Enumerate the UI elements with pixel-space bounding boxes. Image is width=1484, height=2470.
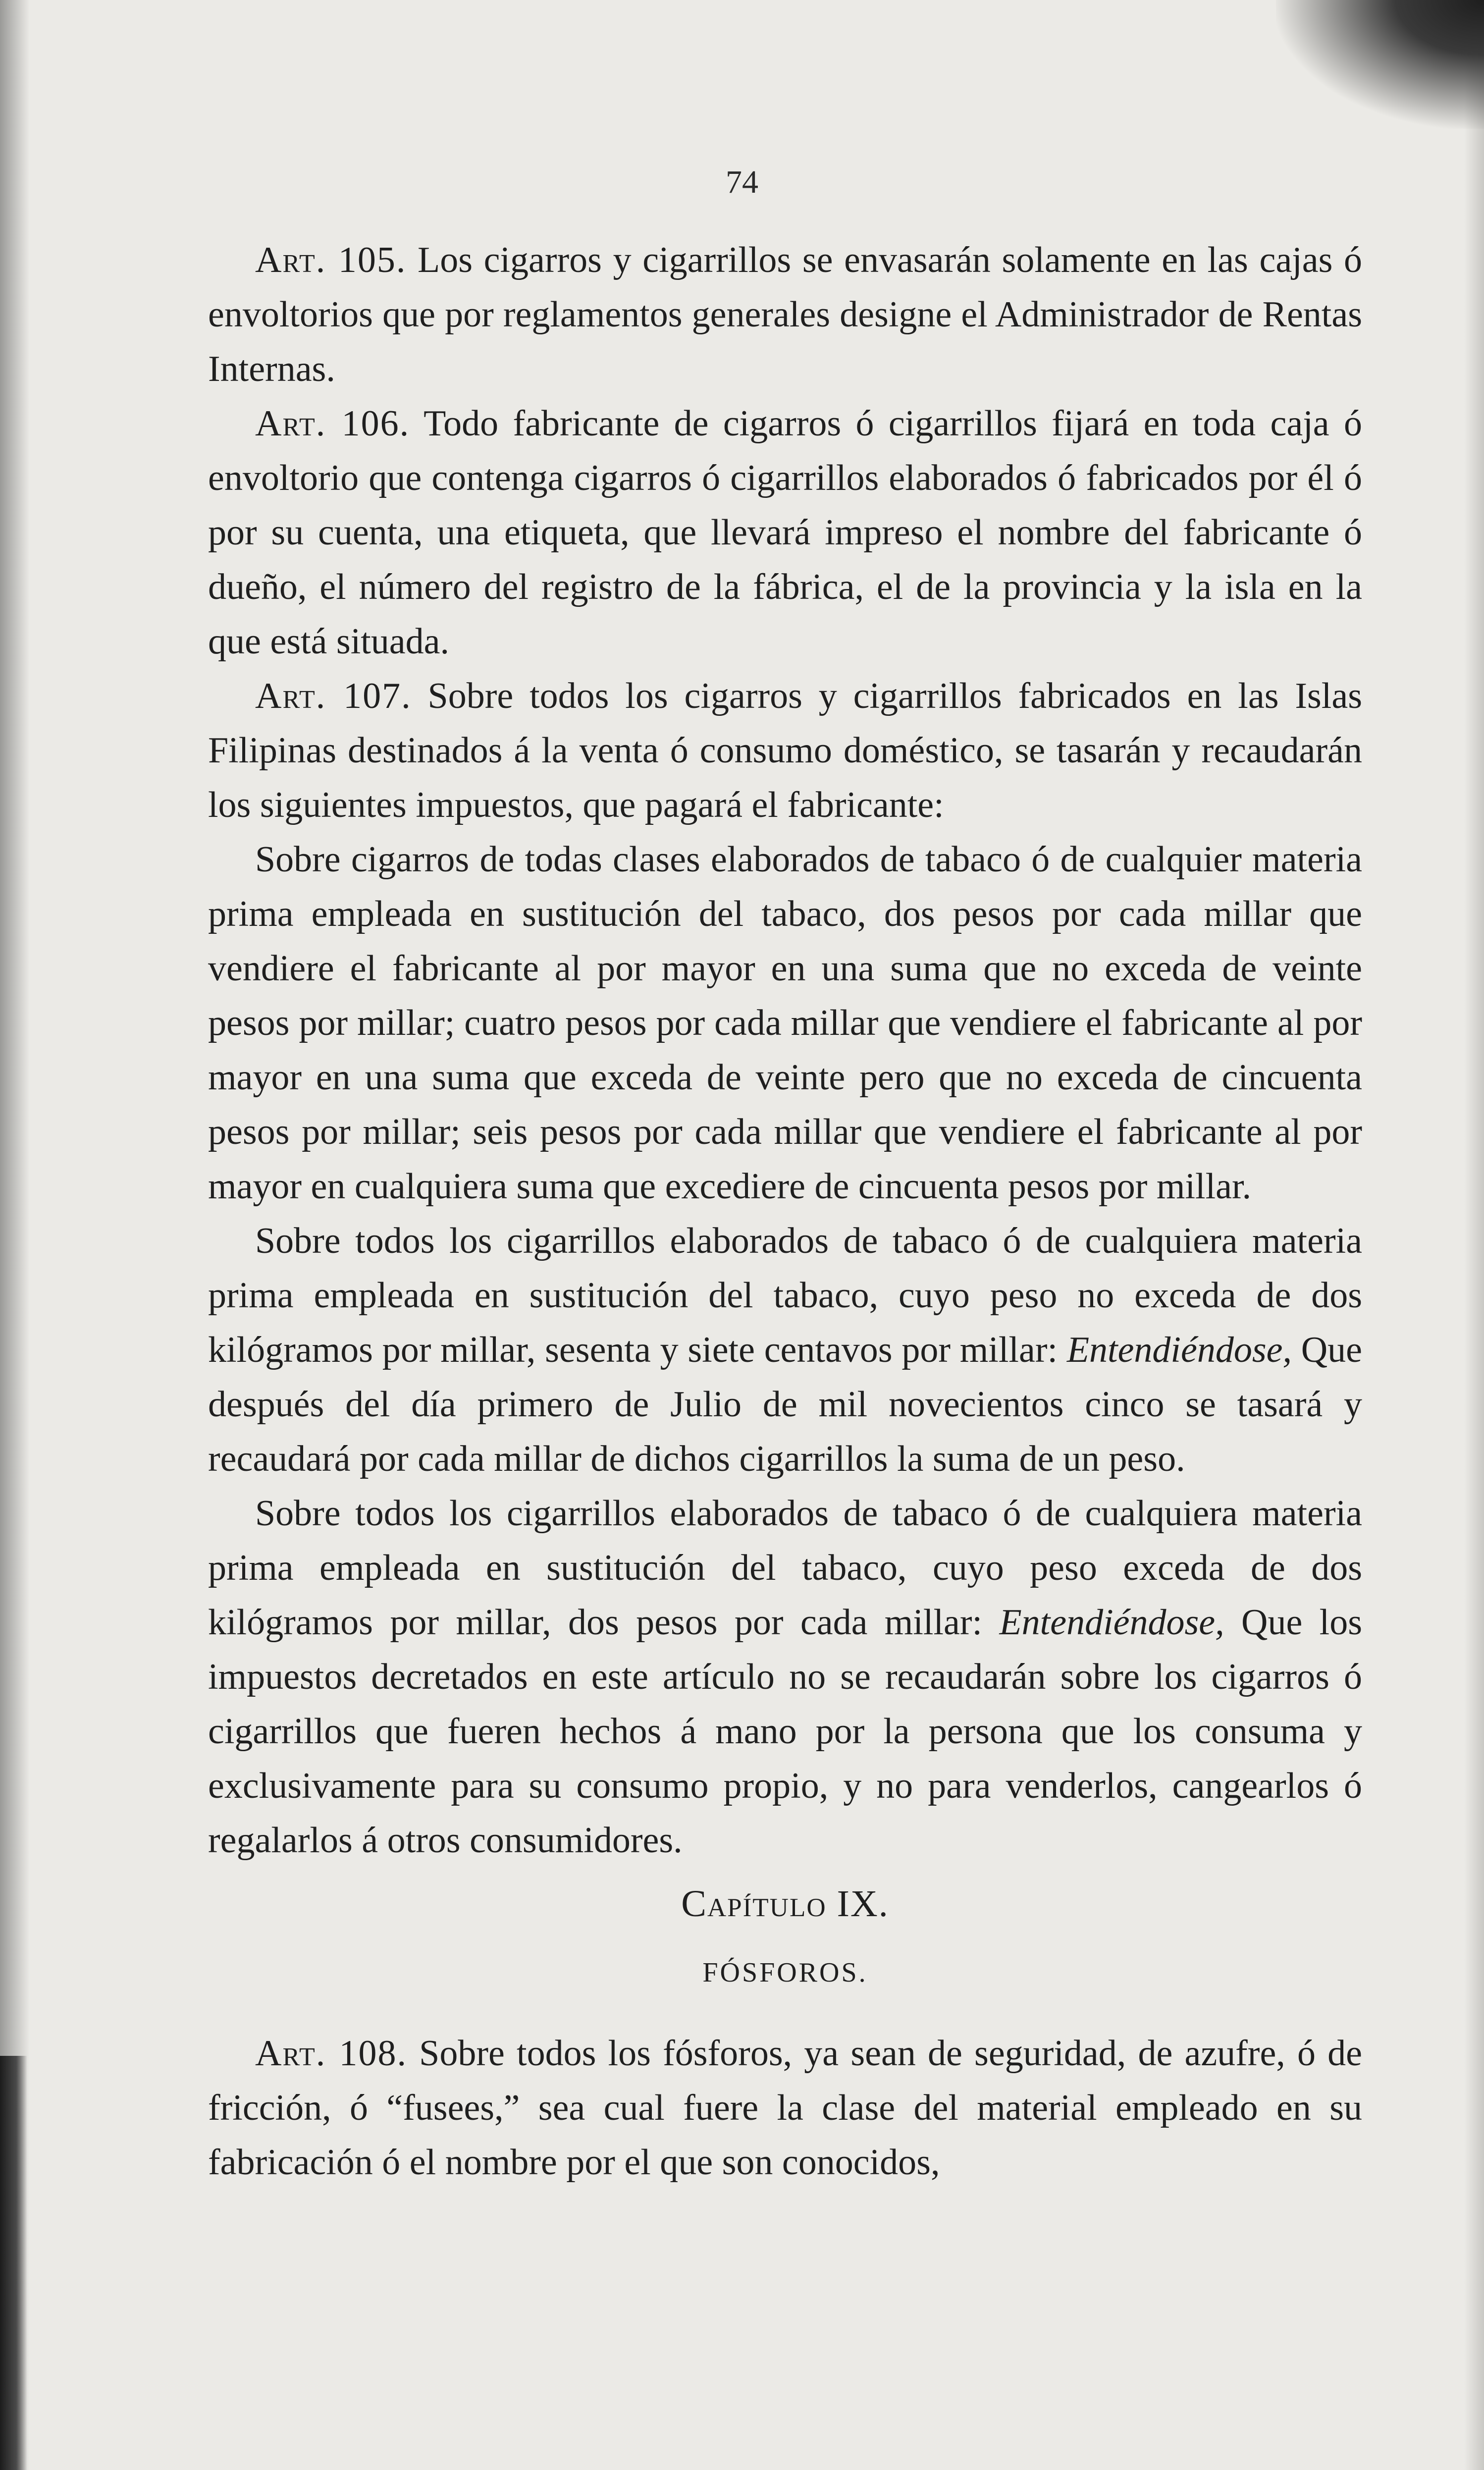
article-label: Art. 106. [255,403,410,444]
emphasis-entendiendose: Entendiéndose, [1066,1330,1292,1370]
emphasis-entendiendose: Entendiéndose, [999,1602,1224,1643]
article-label: Art. 105. [255,240,407,280]
paragraph-cigarros-tax [208,832,1362,1214]
paragraph-text: Que después del día primero de Julio de mil novecientos cinco se tasará y recaudará por cada millar de dichos cigarrillos la suma de un peso. [208,1330,1363,1479]
chapter-title: Capítulo IX. [681,1883,889,1925]
paragraph-art-107 [208,669,1362,832]
paragraph-art-108 [208,2026,1362,2190]
section-title: FÓSFOROS. [702,1957,868,1988]
paragraph-cigarrillos-heavy-tax [208,1486,1362,1868]
page-number: 74 [726,164,758,200]
article-text [208,233,1362,1868]
scan-shadow-right [1464,0,1484,2470]
paragraph-text: Sobre cigarros de todas clases elaborados de tabaco ó de cualquier materia prima empleada en sustitución del tabaco, dos pesos por cada millar que vendiere el fabricante al por mayor en una suma que no exceda de veinte pesos por millar; cuatro pesos por cada millar que vendiere el fabricante al por mayor en una suma que exceda de veinte pero que no exceda de cincuenta pesos por millar; seis pesos por cada millar que vendiere el fabricante al por mayor en cualquiera suma que excediere de cincuenta pesos por millar. [208,839,1362,1207]
paragraph-text: Sobre todos los cigarrillos elaborados de tabaco ó de cualquiera materia prima empleada en sustitución del tabaco, cuyo peso no exceda de dos kilógramos por millar, sesenta y siete centavos por millar: [208,1221,1362,1370]
article-label: Art. 107. [255,676,412,716]
article-label: Art. 108. [255,2033,407,2074]
article-text-2 [208,2026,1362,2190]
scan-shadow-left-bottom [0,2056,27,2470]
paragraph-text: Los cigarros y cigarrillos se envasarán solamente en las cajas ó envoltorios que por reglamentos generales designe el Administrador de Rentas Internas. [208,240,1362,389]
paragraph-text: Sobre todos los cigarrillos elaborados de tabaco ó de cualquiera materia prima empleada en sustitución del tabaco, cuyo peso exceda de dos kilógramos por millar, dos pesos por cada millar: [208,1493,1362,1643]
paragraph-art-105 [208,233,1362,396]
paragraph-text: Sobre todos los fósforos, ya sean de seguridad, de azufre, ó de fricción, ó “fusees,” sea cual fuere la clase del material empleado en su fabricación ó el nombre por el que son conocidos, [208,2033,1363,2183]
scan-shadow-corner [1276,0,1484,129]
paragraph-cigarrillos-light-tax [208,1214,1362,1486]
paragraph-text: Todo fabricante de cigarros ó cigarrillos fijará en toda caja ó envoltorio que contenga cigarros ó cigarrillos elaborados ó fabricados por él ó por su cuenta, una etiqueta, que llevará impreso el nombre del fabricante ó dueño, el número del registro de la fábrica, el de la provincia y la isla en la que está situada. [208,403,1362,662]
paragraph-art-106 [208,396,1362,669]
paragraph-text: Sobre todos los cigarros y cigarrillos fabricados en las Islas Filipinas destinados á la venta ó consumo doméstico, se tasarán y recaudarán los siguientes impuestos, que pagará el fabricante: [208,676,1363,825]
paragraph-text: Que los impuestos decretados en este artículo no se recaudarán sobre los cigarros ó cigarrillos que fueren hechos á mano por la persona que los consuma y exclusivamente para su consumo propio, y no para venderlos, cangearlos ó regalarlos á otros consumidores. [208,1602,1363,1861]
